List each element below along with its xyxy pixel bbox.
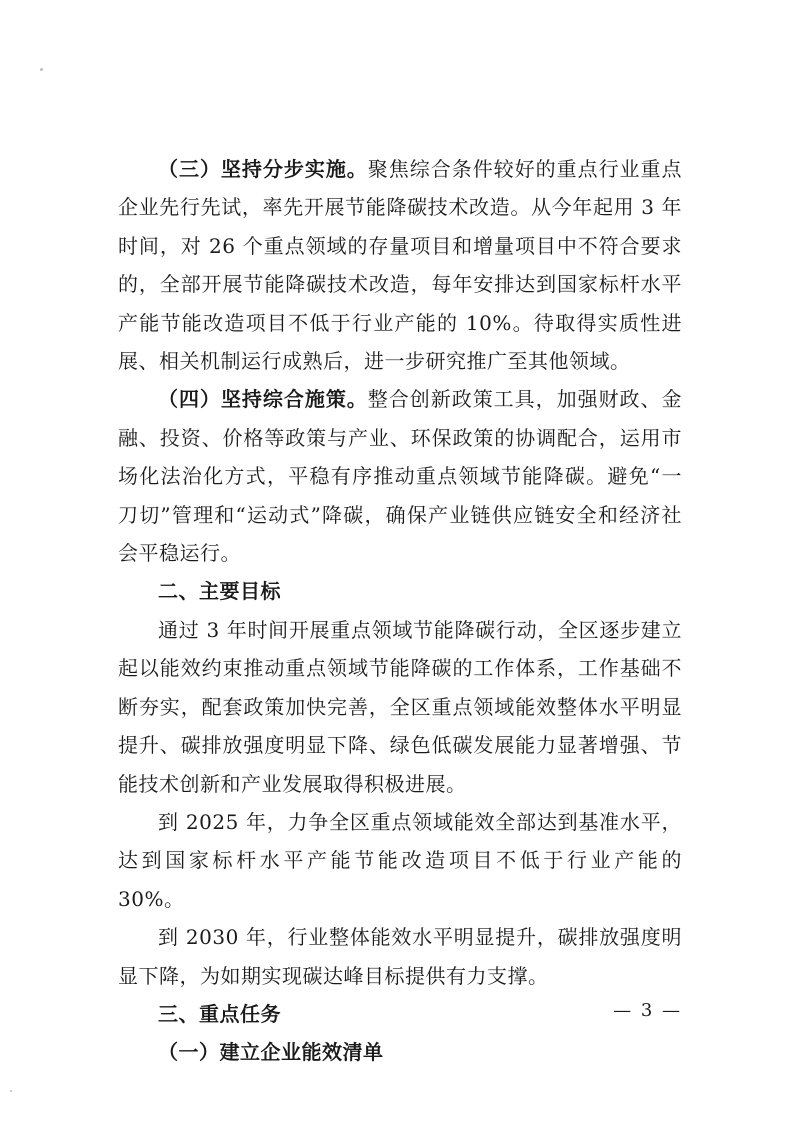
section-heading-main-goals: 二、主要目标 <box>158 579 281 604</box>
section-heading-key-tasks: 三、重点任务 <box>158 1001 281 1026</box>
paragraph-goals-2030: 到 2030 年，行业整体能效水平明显提升，碳排放强度明显下降，为如期实现碳达峰目标提供有力支撑。 <box>118 925 682 988</box>
paragraph-comprehensive-measures <box>118 380 682 572</box>
paragraph-goals-overview: 通过 3 年时间开展重点领域节能降碳行动，全区逐步建立起以能效约束推动重点领域节能降碳的工作体系，工作基础不断夯实，配套政策加快完善，全区重点领域能效整体水平明显提升、碳排放强度明显下降、绿色低碳发展能力显著增强、节能技术创新和产业发展取得积极进展。 <box>118 617 682 796</box>
paragraph-lead-comprehensive-measures: （四）坚持综合施策。 <box>158 387 368 412</box>
paragraph-text-comprehensive-measures: 整合创新政策工具，加强财政、金融、投资、价格等政策与产业、环保政策的协调配合，运用市场化法治化方式，平稳有序推动重点领域节能降碳。避免“一刀切”管理和“运动式”降碳，确保产业链供应链安全和经济社会平稳运行。 <box>118 387 683 566</box>
paragraph-lead-step-by-step: （三）坚持分步实施。 <box>158 157 368 181</box>
document-body <box>118 150 682 1072</box>
paragraph-goals-2025: 到 2025 年，力争全区重点领域能效全部达到基准水平，达到国家标杆水平产能节能改造项目不低于行业产能的 30%。 <box>118 809 682 911</box>
paragraph-step-by-step <box>118 150 682 380</box>
subheading-enterprise-efficiency-list: （一）建立企业能效清单 <box>158 1040 384 1065</box>
paragraph-text-step-by-step: 聚焦综合条件较好的重点行业重点企业先行先试，率先开展节能降碳技术改造。从今年起用 3 年时间，对 26 个重点领域的存量项目和增量项目中不符合要求的，全部开展节能降碳技术改造，每年安排达到国家标杆水平产能节能改造项目不低于行业产能的 10%。待取得实质性进展、相关机制运行成熟后，进一步研究推广至其他领域。 <box>118 157 683 374</box>
page-number: — 3 — <box>613 1000 682 1021</box>
